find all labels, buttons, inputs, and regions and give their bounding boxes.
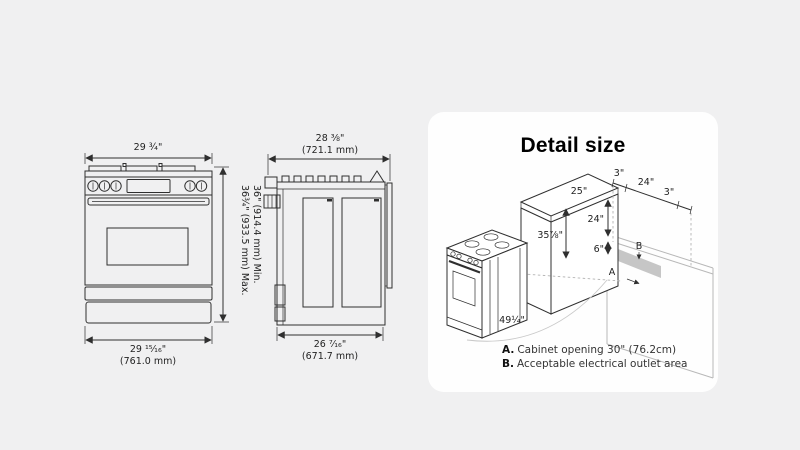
front-height-max-label: 36¾" (933.5 mm) Max. xyxy=(239,185,250,296)
side-bottom-dimension xyxy=(277,327,383,362)
side-depth-bottom-label: 26 ⁷⁄₁₆" xyxy=(313,339,347,350)
front-width-bottom-mm-label: (761.0 mm) xyxy=(119,356,177,367)
panel-title: Detail size xyxy=(520,134,626,157)
control-knobs xyxy=(88,181,207,191)
side-depth-top-label: 28 ⅜" xyxy=(315,133,345,144)
range-side-body xyxy=(264,171,392,325)
legend-key-b: B. xyxy=(502,357,514,370)
display-window xyxy=(127,180,170,193)
legend-text-a: Cabinet opening 30" (76.2cm) xyxy=(517,344,677,356)
legend-line-a xyxy=(502,344,687,358)
label-a: A xyxy=(608,267,616,278)
side-view-drawing xyxy=(250,125,410,375)
outlet-height-label: 6" xyxy=(593,244,604,255)
grate-bumps xyxy=(282,171,384,182)
counter-width-label: 24" xyxy=(637,177,655,188)
side-depth-top-mm-label: (721.1 mm) xyxy=(301,145,359,156)
gap-right-label: 3" xyxy=(663,187,675,198)
counter-drop-label: 24" xyxy=(587,214,604,225)
side-top-dimension xyxy=(268,133,390,181)
front-width-bottom-label: 29 ¹⁵⁄₁₆" xyxy=(129,344,167,355)
front-width-top-label: 29 ¾" xyxy=(133,142,163,153)
cabinet-height-label: 35⅞" xyxy=(537,230,563,241)
gap-left-label: 3" xyxy=(613,168,625,179)
side-depth-bottom-mm-label: (671.7 mm) xyxy=(301,351,359,362)
legend xyxy=(502,344,687,371)
range-depth-door-open-label: 49¼" xyxy=(499,315,525,326)
legend-line-b xyxy=(502,358,687,372)
range-front-body xyxy=(85,164,212,324)
oven-door-window xyxy=(107,228,188,265)
front-view-drawing xyxy=(55,130,265,370)
legend-key-a: A. xyxy=(502,344,515,356)
front-top-dimension xyxy=(85,142,212,164)
front-height-min-label: 36" (914.4 mm) Min. xyxy=(251,185,262,284)
side-panel-right xyxy=(342,198,381,307)
installation-isometric-drawing xyxy=(428,154,718,354)
storage-drawer xyxy=(85,287,212,300)
detail-size-card xyxy=(428,112,718,392)
rear-connectors xyxy=(264,177,285,321)
cabinet-top-depth-label: 25" xyxy=(570,186,588,197)
handle-profile xyxy=(387,183,392,288)
legend-text-b: Acceptable electrical outlet area xyxy=(517,357,688,370)
label-b: B xyxy=(635,241,643,252)
kick-plate xyxy=(86,302,211,323)
front-bottom-dimension xyxy=(85,326,212,367)
side-panel-left xyxy=(303,198,333,307)
